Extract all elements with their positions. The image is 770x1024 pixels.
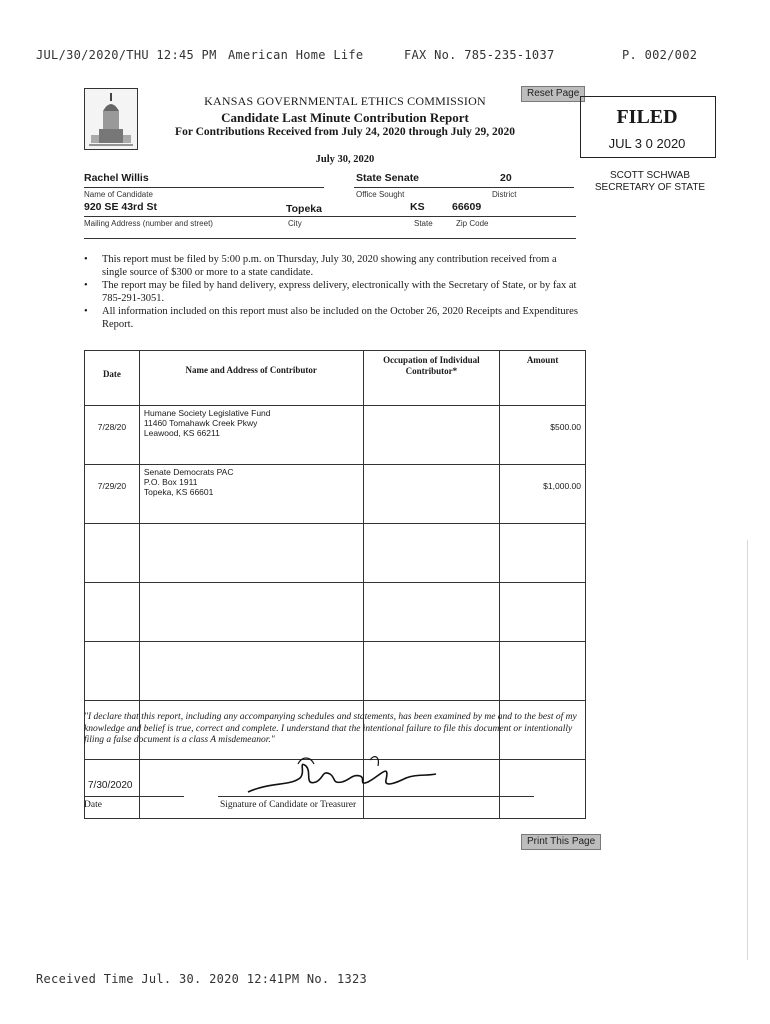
fax-header bbox=[36, 48, 736, 66]
instruction-item: • The report may be filed by hand delivery, express delivery, electronically with the Secretary of State, or by fax at 785-291-3051. bbox=[84, 280, 577, 304]
instructions-list bbox=[84, 254, 580, 332]
zip-code: 66609 bbox=[452, 201, 482, 213]
fax-number: FAX No. 785-235-1037 bbox=[404, 48, 555, 62]
report-period: For Contributions Received from July 24, 2020 through July 29, 2020 bbox=[175, 126, 515, 138]
table-row bbox=[85, 524, 586, 583]
filed-office: SECRETARY OF STATE bbox=[594, 182, 706, 193]
filed-stamp bbox=[580, 96, 720, 204]
cell-contributor bbox=[139, 642, 363, 701]
cell-contributor bbox=[139, 406, 363, 465]
fax-footer: Received Time Jul. 30. 2020 12:41PM No. 1323 bbox=[36, 972, 368, 986]
contributor-address-line: 11460 Tomahawk Creek Pkwy bbox=[143, 418, 258, 428]
table-header-row bbox=[85, 351, 586, 406]
contributor-name: Humane Society Legislative Fund bbox=[143, 408, 271, 418]
city: Topeka bbox=[286, 203, 322, 215]
signature-label: Signature of Candidate or Treasurer bbox=[220, 800, 357, 810]
fax-sender: American Home Life bbox=[228, 48, 364, 62]
office-sought-label: Office Sought bbox=[356, 190, 405, 199]
table-row bbox=[85, 465, 586, 524]
header-date: Date bbox=[85, 351, 140, 406]
contributions-table bbox=[84, 350, 586, 819]
city-label: City bbox=[288, 219, 302, 228]
filed-title: FILED bbox=[616, 106, 678, 128]
district-number: 20 bbox=[500, 172, 512, 184]
contributor-address-line: P.O. Box 1911 bbox=[143, 477, 198, 487]
agency-name: KANSAS GOVERNMENTAL ETHICS COMMISSION bbox=[204, 94, 486, 108]
state-seal-logo bbox=[84, 88, 138, 150]
cell-amount bbox=[500, 760, 586, 819]
cell-contributor bbox=[139, 524, 363, 583]
print-page-button[interactable]: Print This Page bbox=[521, 834, 601, 850]
cell-contributor bbox=[139, 583, 363, 642]
zip-code-label: Zip Code bbox=[456, 219, 489, 228]
signature-date: 7/30/2020 bbox=[88, 780, 133, 791]
filed-date: JUL 3 0 2020 bbox=[608, 136, 686, 151]
cell-date: 7/29/20 bbox=[85, 465, 140, 524]
reset-page-button[interactable]: Reset Page bbox=[521, 86, 585, 102]
scan-edge bbox=[747, 540, 748, 960]
fax-page: P. 002/002 bbox=[622, 48, 698, 62]
cell-amount: $500.00 bbox=[500, 406, 586, 465]
header-name-address: Name and Address of Contributor bbox=[139, 351, 363, 406]
cell-amount bbox=[500, 642, 586, 701]
instruction-item: • This report must be filed by 5:00 p.m. on Thursday, July 30, 2020 showing any contribution received from a single source of $300 or more to a state candidate. bbox=[84, 254, 557, 278]
candidate-name-label: Name of Candidate bbox=[84, 190, 153, 199]
cell-date bbox=[85, 642, 140, 701]
state-label: State bbox=[414, 219, 433, 228]
contributor-address-line: Topeka, KS 66601 bbox=[143, 487, 214, 497]
contributor-name: Senate Democrats PAC bbox=[143, 467, 234, 477]
cell-occupation bbox=[363, 583, 500, 642]
cell-amount bbox=[500, 524, 586, 583]
filed-official: SCOTT SCHWAB bbox=[609, 170, 690, 181]
cell-date bbox=[85, 524, 140, 583]
cell-date bbox=[85, 583, 140, 642]
fax-datetime: JUL/30/2020/THU 12:45 PM bbox=[36, 48, 217, 62]
declaration-text: "I declare that this report, including any accompanying schedules and statements, has been examined by me and to the best of my knowledge and belief is true, correct and complete. I understand that the intentional failure to file this document or intentionally filing a false document is a class A misdemeanor." bbox=[84, 712, 577, 745]
district-label: District bbox=[492, 190, 517, 199]
cell-occupation bbox=[363, 642, 500, 701]
instruction-item: • All information included on this report must also be included on the October 26, 2020 Receipts and Expenditures Report. bbox=[84, 306, 578, 330]
form-title: Candidate Last Minute Contribution Report bbox=[221, 110, 469, 125]
candidate-name: Rachel Willis bbox=[84, 172, 149, 184]
header-occupation: Occupation of Individual Contributor* bbox=[363, 351, 500, 406]
cell-contributor bbox=[139, 465, 363, 524]
cell-amount: $1,000.00 bbox=[500, 465, 586, 524]
contributor-address-line: Leawood, KS 66211 bbox=[143, 428, 220, 438]
cell-occupation bbox=[363, 524, 500, 583]
mailing-address: 920 SE 43rd St bbox=[84, 201, 157, 213]
cell-date: 7/28/20 bbox=[85, 406, 140, 465]
cell-occupation bbox=[363, 406, 500, 465]
header-amount: Amount bbox=[500, 351, 586, 406]
handwritten-signature bbox=[240, 752, 440, 802]
table-row bbox=[85, 583, 586, 642]
cell-occupation bbox=[363, 465, 500, 524]
date-label: Date bbox=[84, 800, 102, 810]
mailing-address-label: Mailing Address (number and street) bbox=[84, 219, 213, 228]
cell-amount bbox=[500, 583, 586, 642]
table-row bbox=[85, 406, 586, 465]
table-row bbox=[85, 642, 586, 701]
state: KS bbox=[410, 201, 425, 213]
office-sought: State Senate bbox=[356, 172, 420, 184]
report-date: July 30, 2020 bbox=[315, 154, 375, 165]
